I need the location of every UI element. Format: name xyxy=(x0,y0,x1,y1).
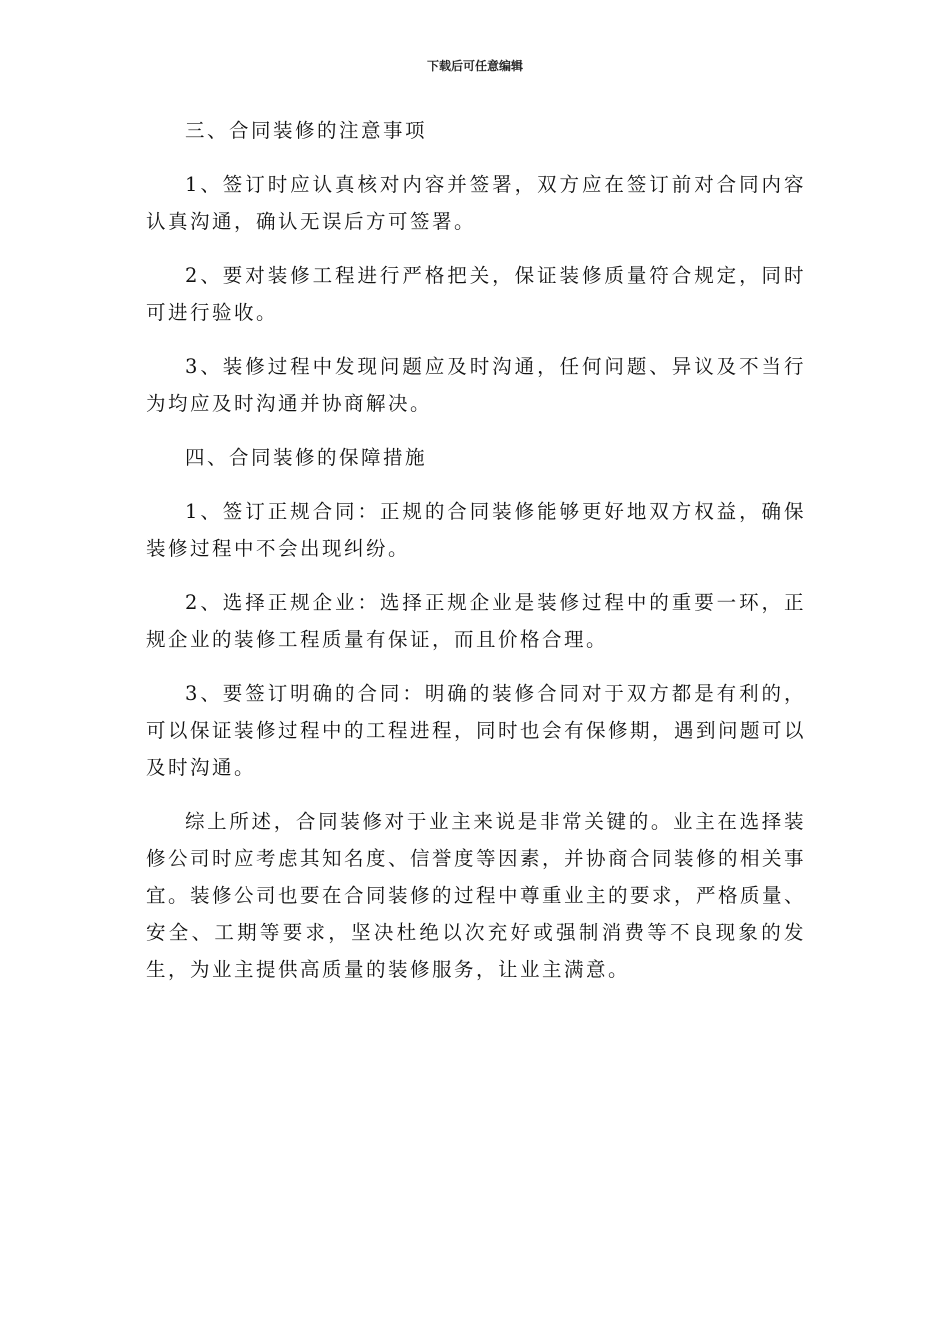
precaution-item-2: 2、要对装修工程进行严格把关，保证装修质量符合规定，同时可进行验收。 xyxy=(146,264,806,324)
section-heading-precautions: 三、合同装修的注意事项 xyxy=(185,119,428,142)
safeguard-item-3: 3、要签订明确的合同：明确的装修合同对于双方都是有利的，可以保证装修过程中的工程进程，同时也会有保修期，遇到问题可以及时沟通。 xyxy=(146,682,807,779)
safeguard-item-2: 2、选择正规企业：选择正规企业是装修过程中的重要一环，正规企业的装修工程质量有保证，而且价格合理。 xyxy=(146,591,806,651)
safeguard-item-1: 1、签订正规合同：正规的合同装修能够更好地双方权益，确保装修过程中不会出现纠纷。 xyxy=(146,500,806,560)
document-body xyxy=(146,112,806,1005)
page-header: 下载后可任意编辑 xyxy=(426,59,523,73)
precaution-item-3: 3、装修过程中发现问题应及时沟通，任何问题、异议及不当行为均应及时沟通并协商解决。 xyxy=(146,355,806,415)
conclusion-paragraph: 综上所述，合同装修对于业主来说是非常关键的。业主在选择装修公司时应考虑其知名度、信誉度等因素，并协商合同装修的相关事宜。装修公司也要在合同装修的过程中尊重业主的要求，严格质量、安全、工期等要求，坚决杜绝以次充好或强制消费等不良现象的发生，为业主提供高质量的装修服务，让业主满意。 xyxy=(146,810,807,981)
section-heading-safeguards: 四、合同装修的保障措施 xyxy=(185,446,428,469)
precaution-item-1: 1、签订时应认真核对内容并签署，双方应在签订前对合同内容认真沟通，确认无误后方可签署。 xyxy=(146,173,806,233)
